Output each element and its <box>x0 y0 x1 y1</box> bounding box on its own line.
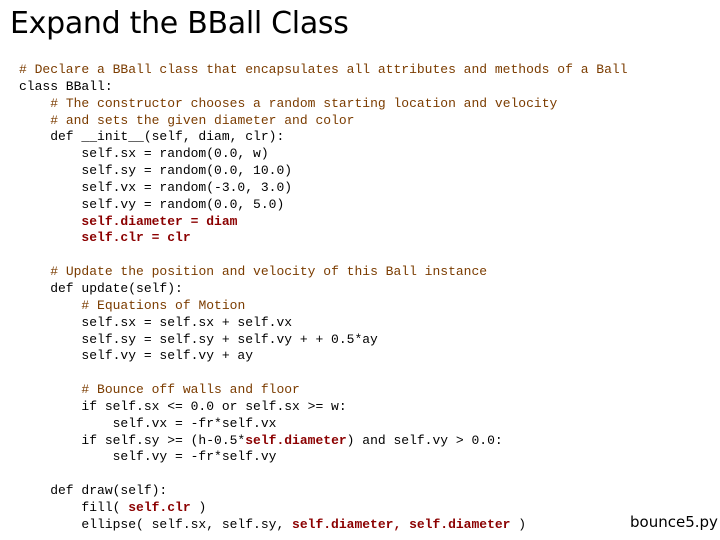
code-line <box>19 399 628 416</box>
code-line <box>19 146 628 163</box>
code-line <box>19 214 628 231</box>
code-highlight: self.diameter, self.diameter <box>292 516 511 532</box>
code-comment: # The constructor chooses a random starting location and velocity <box>50 95 558 111</box>
code-line <box>19 517 628 534</box>
code-text: self.sy = self.sy + self.vy + + 0.5*ay <box>19 331 378 347</box>
code-text: def update(self): <box>19 280 183 296</box>
code-text: self.sx = random(0.0, w) <box>19 146 269 162</box>
code-text: self.vx = random(-3.0, 3.0) <box>19 179 293 195</box>
code-line <box>19 79 628 96</box>
code-highlight: self.clr = clr <box>81 230 191 246</box>
code-text: self.sy = random(0.0, 10.0) <box>19 163 293 179</box>
code-text: def __init__(self, diam, clr): <box>19 129 285 145</box>
code-line <box>19 113 628 130</box>
code-line <box>19 382 628 399</box>
code-text: self.vy = -fr*self.vy <box>19 449 277 465</box>
code-text: self.vy = self.vy + ay <box>19 348 254 364</box>
code-comment: # Update the position and velocity of this Ball instance <box>50 264 488 280</box>
code-line <box>19 247 628 264</box>
code-line <box>19 483 628 500</box>
code-line <box>19 96 628 113</box>
code-text: self.vy = random(0.0, 5.0) <box>19 196 285 212</box>
code-line <box>19 129 628 146</box>
code-text: if self.sx <= 0.0 or self.sx >= w: <box>19 398 347 414</box>
code-text <box>19 230 81 245</box>
code-line <box>19 449 628 466</box>
slide-title: Expand the BBall Class <box>10 6 349 41</box>
code-text: def draw(self): <box>19 483 168 499</box>
code-line <box>19 433 628 450</box>
code-line <box>19 180 628 197</box>
code-line <box>19 416 628 433</box>
code-text: if self.sy >= (h-0.5* <box>19 432 246 448</box>
code-text: self.vx = -fr*self.vx <box>19 415 277 431</box>
code-line <box>19 365 628 382</box>
code-highlight: self.diameter = diam <box>81 213 238 229</box>
code-line <box>19 230 628 247</box>
code-text: class BBall: <box>19 78 113 94</box>
code-line <box>19 500 628 517</box>
code-text <box>19 113 50 128</box>
code-line <box>19 281 628 298</box>
code-line <box>19 466 628 483</box>
code-text <box>19 214 81 229</box>
code-text: ellipse( self.sx, self.sy, <box>19 516 293 532</box>
code-line <box>19 332 628 349</box>
code-text: ) and self.vy > 0.0: <box>346 432 503 448</box>
code-text <box>19 298 81 313</box>
code-line <box>19 348 628 365</box>
code-block <box>19 62 628 534</box>
code-line <box>19 163 628 180</box>
code-text <box>19 264 50 279</box>
filename-label: bounce5.py <box>630 513 718 531</box>
code-text: self.sx = self.sx + self.vx <box>19 314 293 330</box>
code-text: ) <box>190 499 207 515</box>
code-comment: # Bounce off walls and floor <box>81 382 300 398</box>
code-line <box>19 264 628 281</box>
code-text <box>19 96 50 111</box>
code-line <box>19 62 628 79</box>
code-comment: # Equations of Motion <box>81 297 246 313</box>
code-comment: # and sets the given diameter and color <box>50 112 355 128</box>
code-text: ) <box>510 516 527 532</box>
code-line <box>19 315 628 332</box>
code-highlight: self.diameter <box>245 432 347 448</box>
code-highlight: self.clr <box>128 499 191 515</box>
code-text: fill( <box>19 499 129 515</box>
code-text <box>19 382 81 397</box>
code-comment: # Declare a BBall class that encapsulates all attributes and methods of a Ball <box>19 62 628 77</box>
code-line <box>19 298 628 315</box>
code-line <box>19 197 628 214</box>
